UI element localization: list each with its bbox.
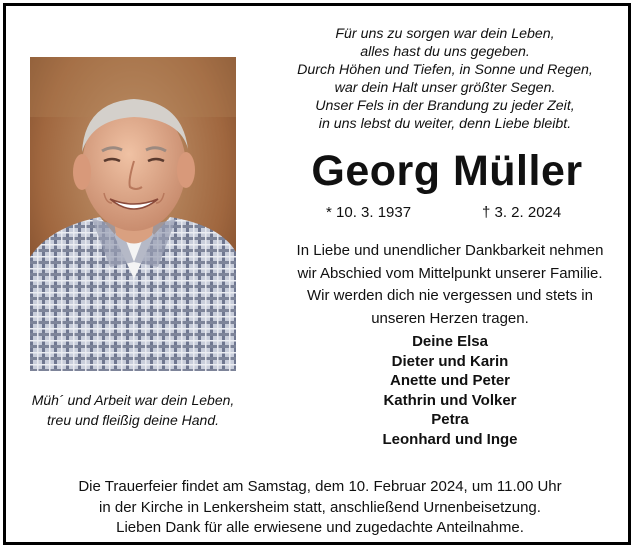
photo-caption bbox=[22, 390, 244, 430]
mourner-name: Leonhard und Inge bbox=[382, 430, 518, 448]
mourner-name: Petra bbox=[431, 411, 469, 428]
death-date: † 3. 2. 2024 bbox=[482, 204, 562, 221]
message-line: Wir werden dich nie vergessen und stets in bbox=[307, 287, 593, 304]
poem-line: alles hast du uns gegeben. bbox=[360, 44, 530, 60]
funeral-line: Die Trauerfeier findet am Samstag, dem 10. Februar 2024, um 11.00 Uhr bbox=[78, 478, 562, 495]
caption-line: Müh´ und Arbeit war dein Leben, bbox=[31, 392, 235, 408]
funeral-line: in der Kirche in Lenkersheim statt, anschließend Urnenbeisetzung. bbox=[99, 498, 541, 516]
farewell-message bbox=[270, 240, 630, 330]
funeral-notice bbox=[20, 477, 620, 539]
poem-line: Für uns zu sorgen war dein Leben, bbox=[335, 26, 555, 42]
memorial-poem bbox=[270, 25, 620, 133]
message-line: wir Abschied vom Mittelpunkt unserer Familie. bbox=[297, 264, 603, 282]
poem-line: in uns lebst du weiter, denn Liebe bleibt. bbox=[318, 116, 572, 132]
poem-line: Durch Höhen und Tiefen, in Sonne und Regen, bbox=[297, 62, 593, 78]
message-line: In Liebe und unendlicher Dankbarkeit nehmen bbox=[296, 242, 604, 259]
portrait-photo bbox=[30, 57, 236, 371]
poem-line: war dein Halt unser größter Segen. bbox=[334, 80, 556, 96]
caption-line: treu und fleißig deine Hand. bbox=[47, 412, 219, 428]
mourner-name: Anette und Peter bbox=[389, 372, 510, 389]
birth-date: * 10. 3. 1937 bbox=[326, 204, 412, 221]
funeral-line: Lieben Dank für alle erwiesene und zugedachte Anteilnahme. bbox=[116, 519, 524, 536]
deceased-name: Georg Müller bbox=[311, 147, 583, 195]
message-line: unseren Herzen tragen. bbox=[371, 309, 529, 327]
poem-line: Unser Fels in der Brandung zu jeder Zeit, bbox=[315, 98, 575, 114]
mourner-name: Dieter und Karin bbox=[391, 352, 509, 370]
mourners-list bbox=[330, 332, 570, 449]
mourner-name: Deine Elsa bbox=[412, 333, 488, 350]
mourner-name: Kathrin und Volker bbox=[383, 391, 517, 409]
